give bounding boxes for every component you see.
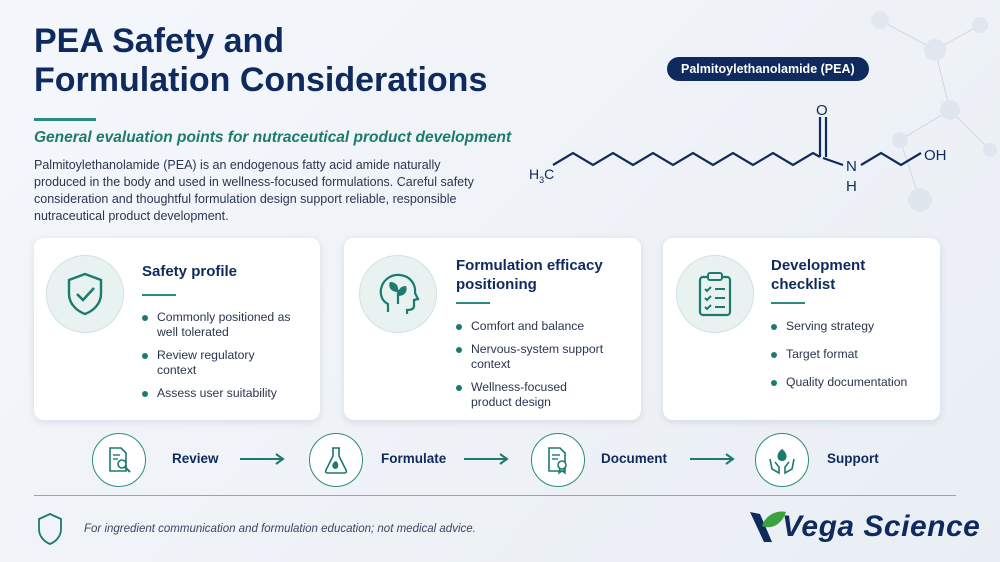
arrow-right-icon [240,453,286,465]
step-label-document: Document [601,451,668,466]
card-formulation-efficacy [344,238,641,420]
molecule-name-badge: Palmitoylethanolamide (PEA) [667,57,869,81]
list-item: Assess user suitability [142,386,292,401]
card-title: Formulation efficacy positioning [456,257,603,293]
card-divider [771,302,805,304]
brand-name: Vega Science [782,510,981,543]
title-divider [34,118,96,121]
list-item: Nervous-system support context [456,342,606,372]
list-item: Target format [771,347,931,362]
arrow-right-icon [690,453,736,465]
card-bullet-list [771,319,931,398]
arrow-right-icon [464,453,510,465]
card-development-checklist [663,238,940,420]
certificate-document-icon [531,433,585,487]
card-bullet-list [456,319,606,418]
hydroxyl-label: OH [924,147,947,164]
disclaimer-text: For ingredient communication and formulation education; not medical advice. [84,523,476,535]
intro-paragraph: Palmitoylethanolamide (PEA) is an endogenous fatty acid amide naturally produced in the body and used in wellness-focused formulations. Careful safety consideration and thoughtful formulation design support reliable, responsible nutraceutical product development. [34,158,474,223]
oxygen-atom-label: O [816,102,828,119]
nitrogen-atom-label: N [846,158,857,175]
card-bullet-list [142,310,292,409]
shield-check-icon [46,255,124,333]
head-leaf-icon [359,255,437,333]
methyl-label: $H_3C$ [529,166,555,185]
card-safety-profile [34,238,320,420]
hydrogen-atom-label: H [846,178,857,195]
footer-divider [34,495,956,496]
list-item: Review regulatory context [142,348,292,378]
list-item: Wellness-focused product design [456,380,606,410]
page-title: PEA Safety and Formulation Considerations [34,22,488,99]
list-item: Serving strategy [771,319,931,334]
list-item: Commonly positioned as well tolerated [142,310,292,340]
page-subtitle: General evaluation points for nutraceutical product development [34,129,512,146]
card-title: Safety profile [142,263,238,280]
step-label-formulate: Formulate [381,451,447,466]
vega-science-logo [748,506,980,548]
card-divider [142,294,176,296]
step-label-review: Review [172,451,219,466]
flask-leaf-icon [309,433,363,487]
document-magnifier-icon [92,433,146,487]
card-title: Development checklist [771,257,866,293]
shield-icon [36,512,64,546]
list-item: Comfort and balance [456,319,606,334]
list-item: Quality documentation [771,375,931,390]
card-divider [456,302,490,304]
step-label-support: Support [827,451,879,466]
pea-molecule-structure [525,95,965,205]
clipboard-checklist-icon [676,255,754,333]
hands-leaf-icon [755,433,809,487]
